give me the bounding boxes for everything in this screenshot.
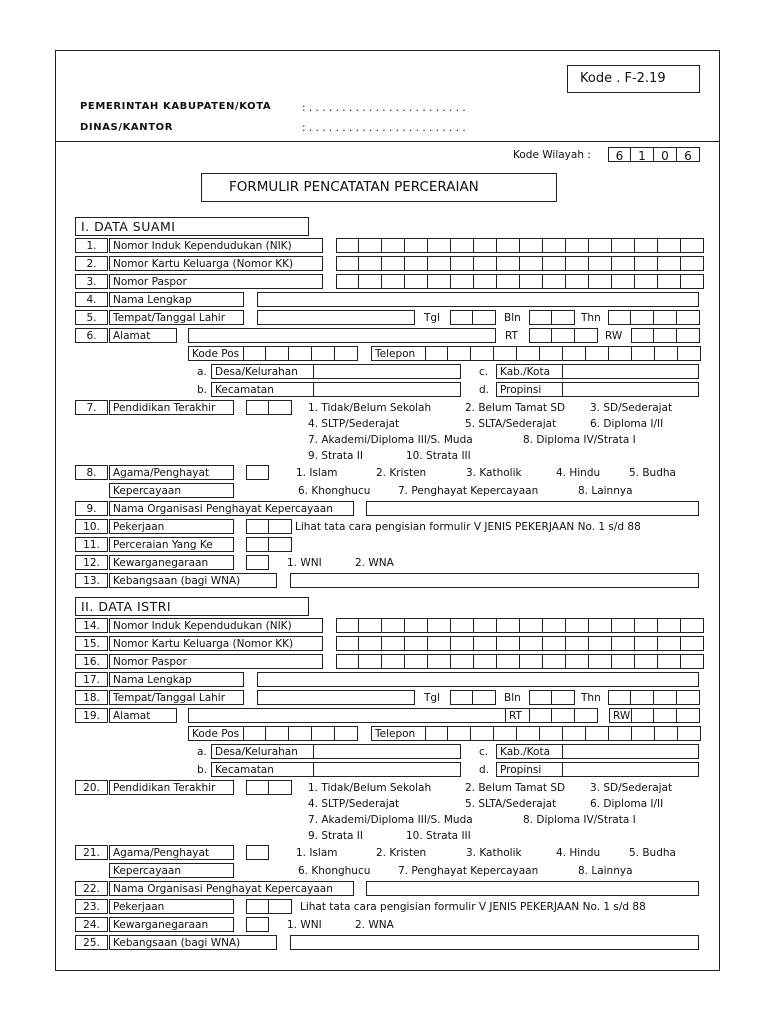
thn-label: Thn — [581, 312, 601, 324]
tempat-lahir-input[interactable] — [257, 690, 415, 705]
edu-option: 9. Strata II — [308, 450, 363, 462]
edu-option: 8. Diploma IV/Strata I — [523, 434, 636, 446]
kk-input-cells[interactable] — [336, 256, 704, 271]
edu-option: 2. Belum Tamat SD — [465, 402, 566, 414]
row-number: 3. — [75, 274, 108, 289]
dinas-value: : . . . . . . . . . . . . . . . . . . . . . . . . — [302, 122, 466, 134]
kebangsaan-input[interactable] — [290, 935, 699, 950]
desa-label: Desa/Kelurahan — [211, 364, 314, 379]
row-number: 2. — [75, 256, 108, 271]
perceraian-input-cells[interactable] — [246, 537, 292, 552]
thn-input-cells[interactable] — [608, 310, 700, 325]
wn-option: 1. WNI — [287, 557, 322, 569]
kode-wilayah-digit: 0 — [654, 147, 677, 162]
rw-input-cells[interactable] — [631, 708, 700, 723]
paspor-label: Nomor Paspor — [109, 274, 323, 289]
nama-label: Nama Lengkap — [109, 672, 244, 687]
rt-label: RT — [505, 330, 518, 342]
agama-input[interactable] — [246, 845, 269, 860]
pekerjaan-input-cells[interactable] — [246, 899, 292, 914]
agama-label: Agama/Penghayat — [109, 465, 234, 480]
edu-option: 7. Akademi/Diploma III/S. Muda — [308, 434, 473, 446]
bln-input-cells[interactable] — [529, 310, 575, 325]
alamat-label: Alamat — [109, 328, 177, 343]
row-number: 8. — [75, 465, 108, 480]
row-number: 7. — [75, 400, 108, 415]
desa-input[interactable] — [313, 744, 461, 759]
kebangsaan-label: Kebangsaan (bagi WNA) — [109, 935, 277, 950]
rw-input-cells[interactable] — [631, 328, 700, 343]
kode-wilayah-digit: 6 — [677, 147, 700, 162]
row-number: 16. — [75, 654, 108, 669]
pendidikan-label: Pendidikan Terakhir — [109, 780, 234, 795]
kodepos-input-cells[interactable] — [243, 726, 358, 741]
kodepos-input-cells[interactable] — [243, 346, 358, 361]
letter-d: d. — [479, 764, 490, 776]
nik-input-cells[interactable] — [336, 238, 704, 253]
rw-label: RW — [605, 330, 623, 342]
pendidikan-input-cells[interactable] — [246, 400, 292, 415]
agama-label: Agama/Penghayat — [109, 845, 234, 860]
kecamatan-label: Kecamatan — [211, 382, 314, 397]
agama-option: 6. Khonghucu — [298, 485, 371, 497]
alamat-input[interactable] — [188, 328, 496, 343]
paspor-input-cells[interactable] — [336, 654, 704, 669]
agama-option: 8. Lainnya — [578, 485, 633, 497]
paspor-label: Nomor Paspor — [109, 654, 323, 669]
kk-input-cells[interactable] — [336, 636, 704, 651]
kab-input[interactable] — [562, 744, 699, 759]
kewarganegaraan-input[interactable] — [246, 917, 269, 932]
paspor-input-cells[interactable] — [336, 274, 704, 289]
agama-option: 5. Budha — [629, 467, 676, 479]
letter-d: d. — [479, 384, 490, 396]
row-number: 14. — [75, 618, 108, 633]
kebangsaan-label: Kebangsaan (bagi WNA) — [109, 573, 277, 588]
row-number: 19. — [75, 708, 108, 723]
edu-option: 6. Diploma I/II — [590, 418, 664, 430]
section-istri-heading: II. DATA ISTRI — [75, 597, 309, 616]
agama-option: 4. Hindu — [556, 847, 601, 859]
agama-option: 3. Katholik — [466, 847, 522, 859]
row-number: 9. — [75, 501, 108, 516]
pekerjaan-label: Pekerjaan — [109, 519, 234, 534]
agama-option: 7. Penghayat Kepercayaan — [398, 485, 539, 497]
letter-c: c. — [479, 366, 489, 378]
perceraian-label: Perceraian Yang Ke — [109, 537, 234, 552]
kewarganegaraan-label: Kewarganegaraan — [109, 917, 234, 932]
agama-option: 2. Kristen — [376, 847, 427, 859]
organisasi-label: Nama Organisasi Penghayat Kepercayaan — [109, 501, 354, 516]
agama-input[interactable] — [246, 465, 269, 480]
edu-option: 2. Belum Tamat SD — [465, 782, 566, 794]
agama-option: 8. Lainnya — [578, 865, 633, 877]
row-number: 6. — [75, 328, 108, 343]
header-divider — [55, 141, 720, 142]
kab-input[interactable] — [562, 364, 699, 379]
nik-input-cells[interactable] — [336, 618, 704, 633]
letter-c: c. — [479, 746, 489, 758]
organisasi-label: Nama Organisasi Penghayat Kepercayaan — [109, 881, 354, 896]
desa-input[interactable] — [313, 364, 461, 379]
dinas-label: DINAS/KANTOR — [80, 122, 174, 133]
kodepos-label: Kode Pos — [188, 726, 244, 741]
kodepos-label: Kode Pos — [188, 346, 244, 361]
edu-option: 3. SD/Sederajat — [590, 782, 673, 794]
nama-input[interactable] — [257, 672, 699, 687]
wn-option: 1. WNI — [287, 919, 322, 931]
agama-option: 7. Penghayat Kepercayaan — [398, 865, 539, 877]
kecamatan-input[interactable] — [313, 762, 461, 777]
wn-option: 2. WNA — [355, 557, 394, 569]
pendidikan-label: Pendidikan Terakhir — [109, 400, 234, 415]
pemerintah-value: : . . . . . . . . . . . . . . . . . . . . . . . . — [302, 102, 466, 114]
edu-option: 10. Strata III — [406, 450, 471, 462]
propinsi-input[interactable] — [562, 762, 699, 777]
tempat-lahir-input[interactable] — [257, 310, 415, 325]
nik-label: Nomor Induk Kependudukan (NIK) — [109, 238, 323, 253]
pekerjaan-note: Lihat tata cara pengisian formulir V JENIS PEKERJAAN No. 1 s/d 88 — [295, 521, 641, 533]
kab-label: Kab./Kota — [496, 744, 563, 759]
kk-label: Nomor Kartu Keluarga (Nomor KK) — [109, 636, 323, 651]
bln-label: Bln — [504, 312, 521, 324]
letter-b: b. — [197, 764, 208, 776]
row-number: 25. — [75, 935, 108, 950]
agama-option: 3. Katholik — [466, 467, 522, 479]
edu-option: 1. Tidak/Belum Sekolah — [308, 402, 432, 414]
kewarganegaraan-label: Kewarganegaraan — [109, 555, 234, 570]
kode-wilayah-digit: 6 — [608, 147, 631, 162]
kewarganegaraan-input[interactable] — [246, 555, 269, 570]
tgl-input-cells[interactable] — [450, 310, 496, 325]
agama-option: 1. Islam — [296, 467, 338, 479]
kepercayaan-label: Kepercayaan — [109, 863, 234, 878]
alamat-label: Alamat — [109, 708, 177, 723]
nik-label: Nomor Induk Kependudukan (NIK) — [109, 618, 323, 633]
tgl-label: Tgl — [424, 692, 440, 704]
agama-option: 4. Hindu — [556, 467, 601, 479]
edu-option: 1. Tidak/Belum Sekolah — [308, 782, 432, 794]
telepon-input-cells[interactable] — [425, 346, 701, 361]
pekerjaan-label: Pekerjaan — [109, 899, 234, 914]
edu-option: 9. Strata II — [308, 830, 363, 842]
rt-input-cells[interactable] — [529, 708, 598, 723]
propinsi-label: Propinsi — [496, 382, 563, 397]
thn-input-cells[interactable] — [608, 690, 700, 705]
telepon-input-cells[interactable] — [425, 726, 701, 741]
propinsi-input[interactable] — [562, 382, 699, 397]
edu-option: 6. Diploma I/II — [590, 798, 664, 810]
edu-option: 7. Akademi/Diploma III/S. Muda — [308, 814, 473, 826]
row-number: 18. — [75, 690, 108, 705]
edu-option: 8. Diploma IV/Strata I — [523, 814, 636, 826]
row-number: 23. — [75, 899, 108, 914]
row-number: 15. — [75, 636, 108, 651]
bln-input-cells[interactable] — [529, 690, 575, 705]
tgl-label: Tgl — [424, 312, 440, 324]
row-number: 17. — [75, 672, 108, 687]
rt-input-cells[interactable] — [529, 328, 598, 343]
row-number: 12. — [75, 555, 108, 570]
wn-option: 2. WNA — [355, 919, 394, 931]
kepercayaan-label: Kepercayaan — [109, 483, 234, 498]
alamat-input[interactable] — [188, 708, 506, 723]
edu-option: 3. SD/Sederajat — [590, 402, 673, 414]
kode-text: Kode . F-2.19 — [580, 71, 666, 86]
row-number: 11. — [75, 537, 108, 552]
edu-option: 4. SLTP/Sederajat — [308, 418, 400, 430]
row-number: 5. — [75, 310, 108, 325]
kk-label: Nomor Kartu Keluarga (Nomor KK) — [109, 256, 323, 271]
kode-wilayah-cells — [608, 147, 700, 162]
bln-label: Bln — [504, 692, 521, 704]
kecamatan-input[interactable] — [313, 382, 461, 397]
edu-option: 5. SLTA/Sederajat — [465, 798, 557, 810]
row-number: 22. — [75, 881, 108, 896]
desa-label: Desa/Kelurahan — [211, 744, 314, 759]
kebangsaan-input[interactable] — [290, 573, 699, 588]
row-number: 4. — [75, 292, 108, 307]
pendidikan-input-cells[interactable] — [246, 780, 292, 795]
propinsi-label: Propinsi — [496, 762, 563, 777]
ttl-label: Tempat/Tanggal Lahir — [109, 310, 244, 325]
agama-option: 5. Budha — [629, 847, 676, 859]
agama-option: 2. Kristen — [376, 467, 427, 479]
pemerintah-label: PEMERINTAH KABUPATEN/KOTA — [80, 101, 272, 112]
pekerjaan-input-cells[interactable] — [246, 519, 292, 534]
row-number: 20. — [75, 780, 108, 795]
nama-label: Nama Lengkap — [109, 292, 244, 307]
form-title: FORMULIR PENCATATAN PERCERAIAN — [229, 179, 479, 195]
row-number: 21. — [75, 845, 108, 860]
rt-label: RT — [505, 708, 530, 723]
kode-wilayah-label: Kode Wilayah : — [513, 149, 591, 161]
section-suami-heading: I. DATA SUAMI — [75, 217, 309, 236]
letter-a: a. — [197, 366, 207, 378]
row-number: 10. — [75, 519, 108, 534]
nama-input[interactable] — [257, 292, 699, 307]
row-number: 13. — [75, 573, 108, 588]
letter-a: a. — [197, 746, 207, 758]
kode-wilayah-digit: 1 — [631, 147, 654, 162]
edu-option: 5. SLTA/Sederajat — [465, 418, 557, 430]
edu-option: 10. Strata III — [406, 830, 471, 842]
organisasi-input[interactable] — [366, 501, 699, 516]
edu-option: 4. SLTP/Sederajat — [308, 798, 400, 810]
row-number: 1. — [75, 238, 108, 253]
ttl-label: Tempat/Tanggal Lahir — [109, 690, 244, 705]
kecamatan-label: Kecamatan — [211, 762, 314, 777]
kab-label: Kab./Kota — [496, 364, 563, 379]
telepon-label: Telepon — [371, 346, 426, 361]
organisasi-input[interactable] — [366, 881, 699, 896]
pekerjaan-note: Lihat tata cara pengisian formulir V JENIS PEKERJAAN No. 1 s/d 88 — [300, 901, 646, 913]
agama-option: 1. Islam — [296, 847, 338, 859]
letter-b: b. — [197, 384, 208, 396]
agama-option: 6. Khonghucu — [298, 865, 371, 877]
tgl-input-cells[interactable] — [450, 690, 496, 705]
telepon-label: Telepon — [371, 726, 426, 741]
row-number: 24. — [75, 917, 108, 932]
rw-label: RW — [609, 708, 632, 723]
thn-label: Thn — [581, 692, 601, 704]
